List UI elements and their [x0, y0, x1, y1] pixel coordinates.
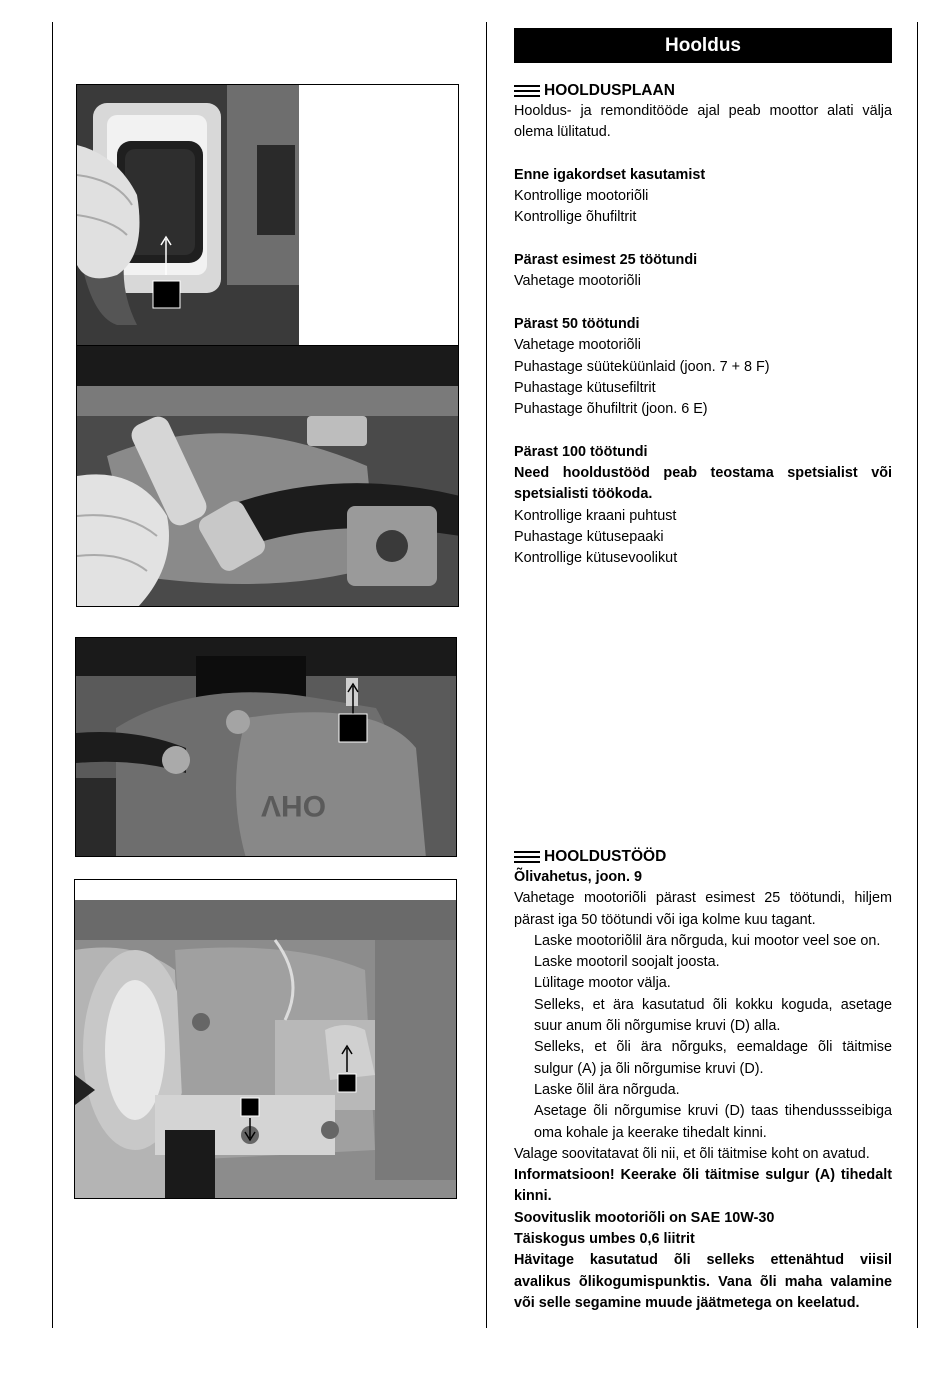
- photo-air-filter: [76, 84, 459, 346]
- step-item: Selleks, et ära kasutatud õli kokku koguda, asetage suur anum õli nõrgumise kruvi (D) alla.: [534, 996, 892, 1035]
- after-50h-title: Pärast 50 töötundi: [514, 315, 640, 332]
- list-item: Kontrollige mootoriõli: [514, 188, 649, 205]
- plan-intro: Hooldus- ja remonditööde ajal peab moottor alati välja olema lülitatud.: [514, 103, 892, 141]
- list-item: Puhastage kütusefiltrit: [514, 379, 656, 396]
- list-item: Puhastage õhufiltrit (joon. 6 E): [514, 401, 708, 418]
- right-margin-line: [917, 22, 918, 1328]
- oil-capacity: Täiskogus umbes 0,6 liitrit: [514, 1231, 695, 1248]
- step-item: Lülitage mootor välja.: [534, 975, 671, 992]
- after-100h-note: Need hooldustööd peab teostama spetsialist või spetsialisti töökoda.: [514, 465, 892, 503]
- svg-text:OHV: OHV: [260, 789, 326, 822]
- step-item: Laske õlil ära nõrguda.: [534, 1081, 680, 1098]
- photo-oil-drain: [74, 879, 457, 1199]
- after-100h-title: Pärast 100 töötundi: [514, 443, 648, 460]
- before-each-use-title: Enne igakordset kasutamist: [514, 166, 706, 183]
- center-divider-line: [486, 22, 487, 1328]
- after-25h-title: Pärast esimest 25 töötundi: [514, 252, 698, 269]
- oil-change-intro: Vahetage mootoriõli pärast esimest 25 töötundi, hiljem pärast iga 50 töötundi või iga kolme kuu tagant.: [514, 890, 892, 928]
- oil-type: Soovituslik mootoriõli on SAE 10W-30: [514, 1209, 775, 1226]
- maintenance-plan-heading-text: HOOLDUSPLAAN: [544, 82, 675, 99]
- menu-lines-icon: [514, 84, 540, 98]
- list-item: Vahetage mootoriõli: [514, 337, 641, 354]
- list-item: Kontrollige õhufiltrit: [514, 209, 637, 226]
- list-item: Vahetage mootoriõli: [514, 273, 641, 290]
- list-item: Puhastage süüteküünlaid (joon. 7 + 8 F): [514, 358, 770, 375]
- maintenance-works-section: [514, 846, 892, 1314]
- maintenance-plan-heading: [514, 80, 892, 101]
- photo-spark-plug: [75, 637, 457, 857]
- list-item: Kontrollige kütusevoolikut: [514, 550, 678, 567]
- maintenance-works-heading-text: HOOLDUSTÖÖD: [544, 848, 667, 865]
- step-item: Asetage õli nõrgumise kruvi (D) taas tihendussseibiga oma kohale ja keerake tihedalt kinni.: [534, 1103, 892, 1141]
- disposal-note: Hävitage kasutatud õli selleks ettenähtud viisil avalikus õlikogumispunktis. Vana õli maha valamine või selle segamine muude jäätmetega on keelatud.: [514, 1252, 892, 1311]
- list-item: Puhastage kütusepaaki: [514, 528, 664, 545]
- step-item: Laske mootoril soojalt joosta.: [534, 954, 720, 971]
- maintenance-works-heading: [514, 846, 892, 867]
- step-item: Selleks, et õli ära nõrguks, eemaldage õli täitmise sulgur (A) ja õli nõrgumise kruvi (D).: [534, 1039, 892, 1077]
- maintenance-plan-section: [514, 80, 892, 570]
- menu-lines-icon: [514, 850, 540, 864]
- oil-change-title: Õlivahetus, joon. 9: [514, 869, 642, 885]
- info-note: Informatsioon! Keerake õli täitmise sulgur (A) tihedalt kinni.: [514, 1167, 892, 1205]
- fill-text: Valage soovitatavat õli nii, et õli täitmise koht on avatud.: [514, 1145, 870, 1162]
- step-item: Laske mootoriõlil ära nõrguda, kui mootor veel soe on.: [534, 932, 881, 949]
- left-margin-line: [52, 22, 53, 1328]
- page-title: Hooldus: [514, 28, 892, 63]
- photo-spark-plug-cap: [76, 345, 459, 607]
- list-item: Kontrollige kraani puhtust: [514, 507, 677, 524]
